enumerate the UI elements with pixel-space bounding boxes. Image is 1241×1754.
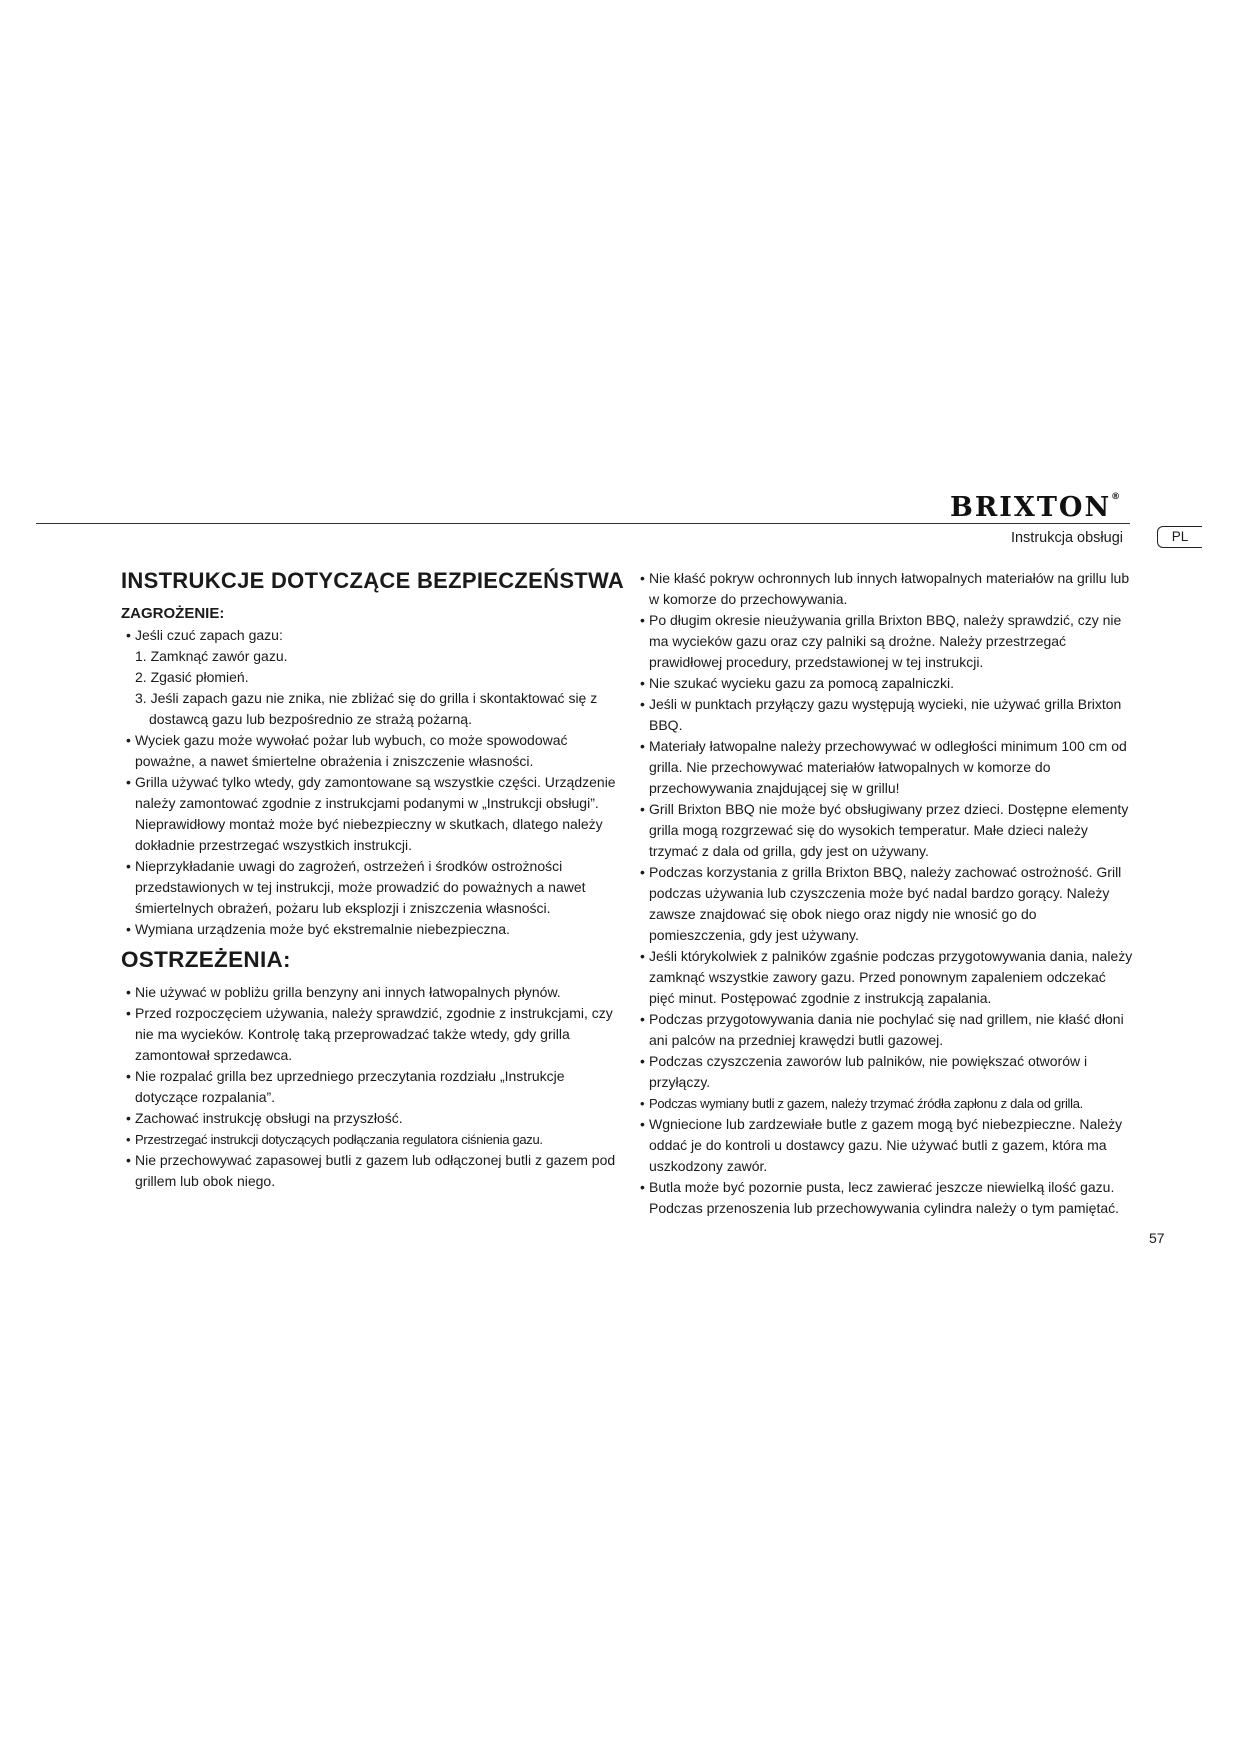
safety-bullet: • Jeśli którykolwiek z palników zgaśnie podczas przygotowywania dania, należy zamknąć wszystkie zawory gazu. Przed ponownym zapaleniem odczekać pięć minut. Postępować zgodnie z instrukcją zapalania. — [640, 948, 1133, 1006]
danger-intro: • Jeśli czuć zapach gazu: — [126, 627, 283, 643]
safety-bullet: • Jeśli w punktach przyłączy gazu występują wycieki, nie używać grilla Brixton BBQ. — [640, 696, 1122, 733]
danger-step: 2. Zgasić płomień. — [135, 669, 249, 685]
warning-bullet: • Nie przechowywać zapasowej butli z gazem lub odłączonej butli z gazem pod grillem lub obok niego. — [126, 1152, 616, 1189]
safety-bullet: • Podczas czyszczenia zaworów lub palników, nie powiększać otworów i przyłączy. — [640, 1053, 1088, 1090]
danger-bullet: • Wyciek gazu może wywołać pożar lub wybuch, co może spowodować poważne, a nawet śmiertelne obrażenia i zniszczenie własności. — [126, 732, 568, 769]
danger-bullet: • Grilla używać tylko wtedy, gdy zamontowane są wszystkie części. Urządzenie należy zamontować zgodnie z instrukcjami podanymi w „Instrukcji obsługi”. Nieprawidłowy montaż może być niebezpieczny w skutkach, dlatego należy dokładnie przestrzegać wszystkich instrukcji. — [126, 774, 616, 853]
safety-bullet: • Podczas wymiany butli z gazem, należy trzymać źródła zapłonu z dala od grilla. — [640, 1096, 1083, 1111]
warning-bullet: • Przestrzegać instrukcji dotyczących podłączania regulatora ciśnienia gazu. — [126, 1132, 543, 1147]
danger-step: 3. Jeśli zapach gazu nie znika, nie zbliżać się do grilla i skontaktować się z dostawcą gazu lub bezpośrednio ze strażą pożarną. — [135, 690, 598, 727]
page-title: INSTRUKCJE DOTYCZĄCE BEZPIECZEŃSTWA — [121, 568, 625, 593]
warning-bullet: • Przed rozpoczęciem używania, należy sprawdzić, zgodnie z instrukcjami, czy nie ma wycieków. Kontrolę taką przeprowadzać także wtedy, gdy grilla zamontował sprzedawca. — [126, 1005, 613, 1063]
safety-bullet: • Materiały łatwopalne należy przechowywać w odległości minimum 100 cm od grilla. Nie przechowywać materiałów łatwopalnych w komorze do przechowywania znajdującej się w grillu! — [640, 738, 1127, 796]
safety-bullet: • Podczas korzystania z grilla Brixton BBQ, należy zachować ostrożność. Grill podczas używania lub czyszczenia może być nadal bardzo gorący. Należy zawsze znajdować się obok niego oraz nigdy nie wnosić go do pomieszczenia, gdy jest używany. — [640, 864, 1122, 943]
safety-bullet: • Butla może być pozornie pusta, lecz zawierać jeszcze niewielką ilość gazu. Podczas przenoszenia lub przechowywania cylindra należy o tym pamiętać. — [640, 1179, 1120, 1216]
warning-bullet: • Nie używać w pobliżu grilla benzyny ani innych łatwopalnych płynów. — [126, 984, 561, 1000]
safety-bullet: • Grill Brixton BBQ nie może być obsługiwany przez dzieci. Dostępne elementy grilla mogą rozgrzewać się do wysokich temperatur. Małe dzieci należy trzymać z dala od grilla, gdy jest on używany. — [640, 801, 1129, 859]
manual-subtitle: Instrukcja obsługi — [1010, 530, 1123, 546]
language-tab: PL — [1157, 526, 1202, 548]
brixton-logo: BRIXTON® — [950, 492, 1121, 523]
warnings-heading: OSTRZEŻENIA: — [121, 947, 291, 972]
danger-bullet: • Wymiana urządzenia może być ekstremalnie niebezpieczna. — [126, 921, 510, 937]
safety-bullet: • Nie kłaść pokryw ochronnych lub innych łatwopalnych materiałów na grillu lub w komorze do przechowywania. — [640, 570, 1130, 607]
right-column — [635, 568, 1133, 1219]
danger-bullet: • Nieprzykładanie uwagi do zagrożeń, ostrzeżeń i środków ostrożności przedstawionych w tej instrukcji, może prowadzić do poważnych a nawet śmiertelnych obrażeń, pożaru lub eksplozji i zniszczenia własności. — [126, 858, 586, 916]
safety-bullet: • Nie szukać wycieku gazu za pomocą zapalniczki. — [640, 675, 955, 691]
header-divider — [36, 523, 1130, 524]
danger-heading: ZAGROŻENIE: — [121, 605, 225, 622]
safety-bullet: • Wgniecione lub zardzewiałe butle z gazem mogą być niebezpieczne. Należy oddać je do kontroli u dostawcy gazu. Nie używać butli z gazem, która ma uszkodzony zawór. — [640, 1116, 1123, 1174]
left-column — [121, 568, 631, 1192]
warning-bullet: • Zachować instrukcję obsługi na przyszłość. — [126, 1110, 403, 1126]
safety-bullet: • Po długim okresie nieużywania grilla Brixton BBQ, należy sprawdzić, czy nie ma wycieków gazu oraz czy palniki są drożne. Należy przestrzegać prawidłowej procedury, przedstawionej w tej instrukcji. — [640, 612, 1122, 670]
page-number: 57 — [1149, 1230, 1165, 1246]
warning-bullet: • Nie rozpalać grilla bez uprzedniego przeczytania rozdziału „Instrukcje dotyczące rozpalania”. — [126, 1068, 565, 1105]
safety-bullet: • Podczas przygotowywania dania nie pochylać się nad grillem, nie kłaść dłoni ani palców na przedniej krawędzi butli gazowej. — [640, 1011, 1124, 1048]
danger-step: 1. Zamknąć zawór gazu. — [135, 648, 288, 664]
